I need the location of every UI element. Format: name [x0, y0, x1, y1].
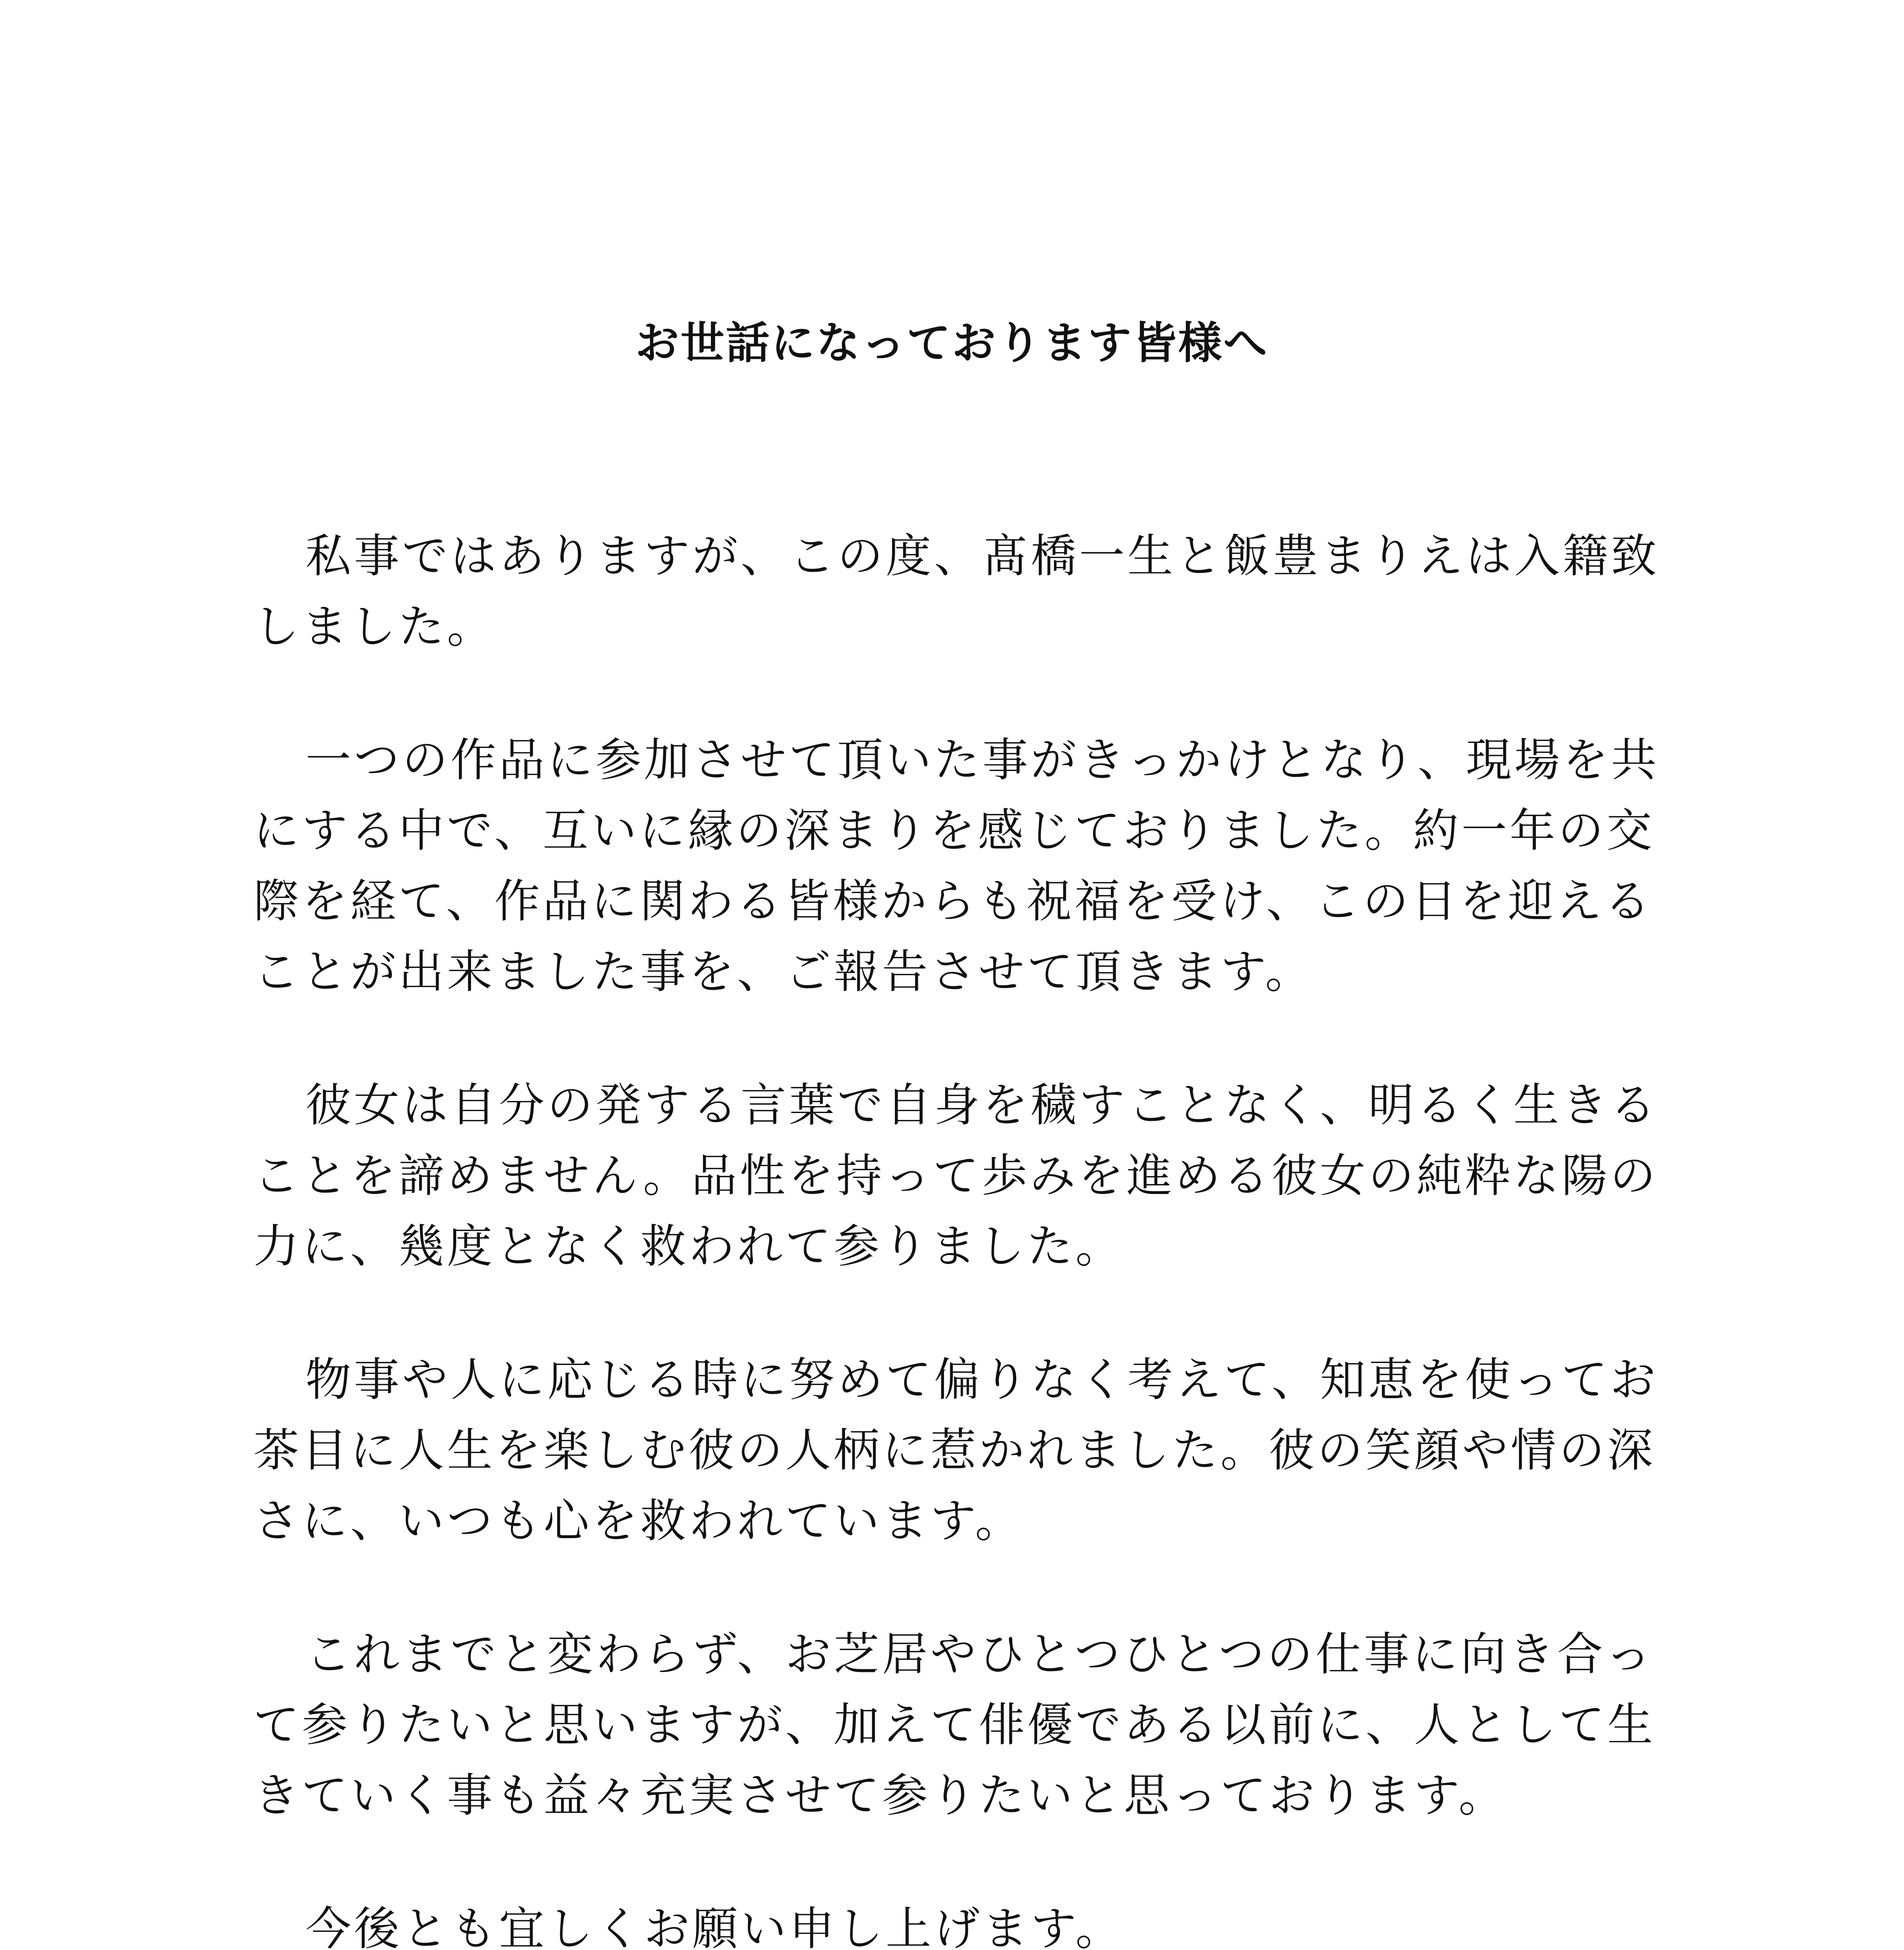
paragraph-relationship-background: 一つの作品に参加させて頂いた事がきっかけとなり、現場を共にする中で、互いに縁の深まりを感じておりました。約一年の交際を経て、作品に関わる皆様からも祝福を受け、この日を迎えることが出来ました事を、ご報告させて頂きます。	[253, 733, 1660, 998]
paragraph-about-him: 物事や人に応じる時に努めて偏りなく考えて、知恵を使ってお茶目に人生を楽しむ彼の人柄に惹かれました。彼の笑顔や情の深さに、いつも心を救われています。	[253, 1353, 1659, 1548]
paragraph-closing: 今後とも宜しくお願い申し上げます。	[305, 1902, 1124, 1950]
letter-body	[253, 521, 1677, 1950]
paragraph-future-plans: これまでと変わらず、お芝居やひとつひとつの仕事に向き合って参りたいと思いますが、加えて俳優である以前に、人として生きていく事も益々充実させて参りたいと思っております。	[253, 1627, 1656, 1822]
paragraph-about-her: 彼女は自分の発する言葉で自身を穢すことなく、明るく生きることを諦めません。品性を持って歩みを進める彼女の純粋な陽の力に、幾度となく救われて参りました。	[253, 1078, 1659, 1273]
letter-title: お世話になっております皆様へ	[635, 317, 1269, 369]
paragraph-marriage-announcement: 私事ではありますが、この度、髙橋一生と飯豊まりえは入籍致しました。	[253, 529, 1660, 653]
